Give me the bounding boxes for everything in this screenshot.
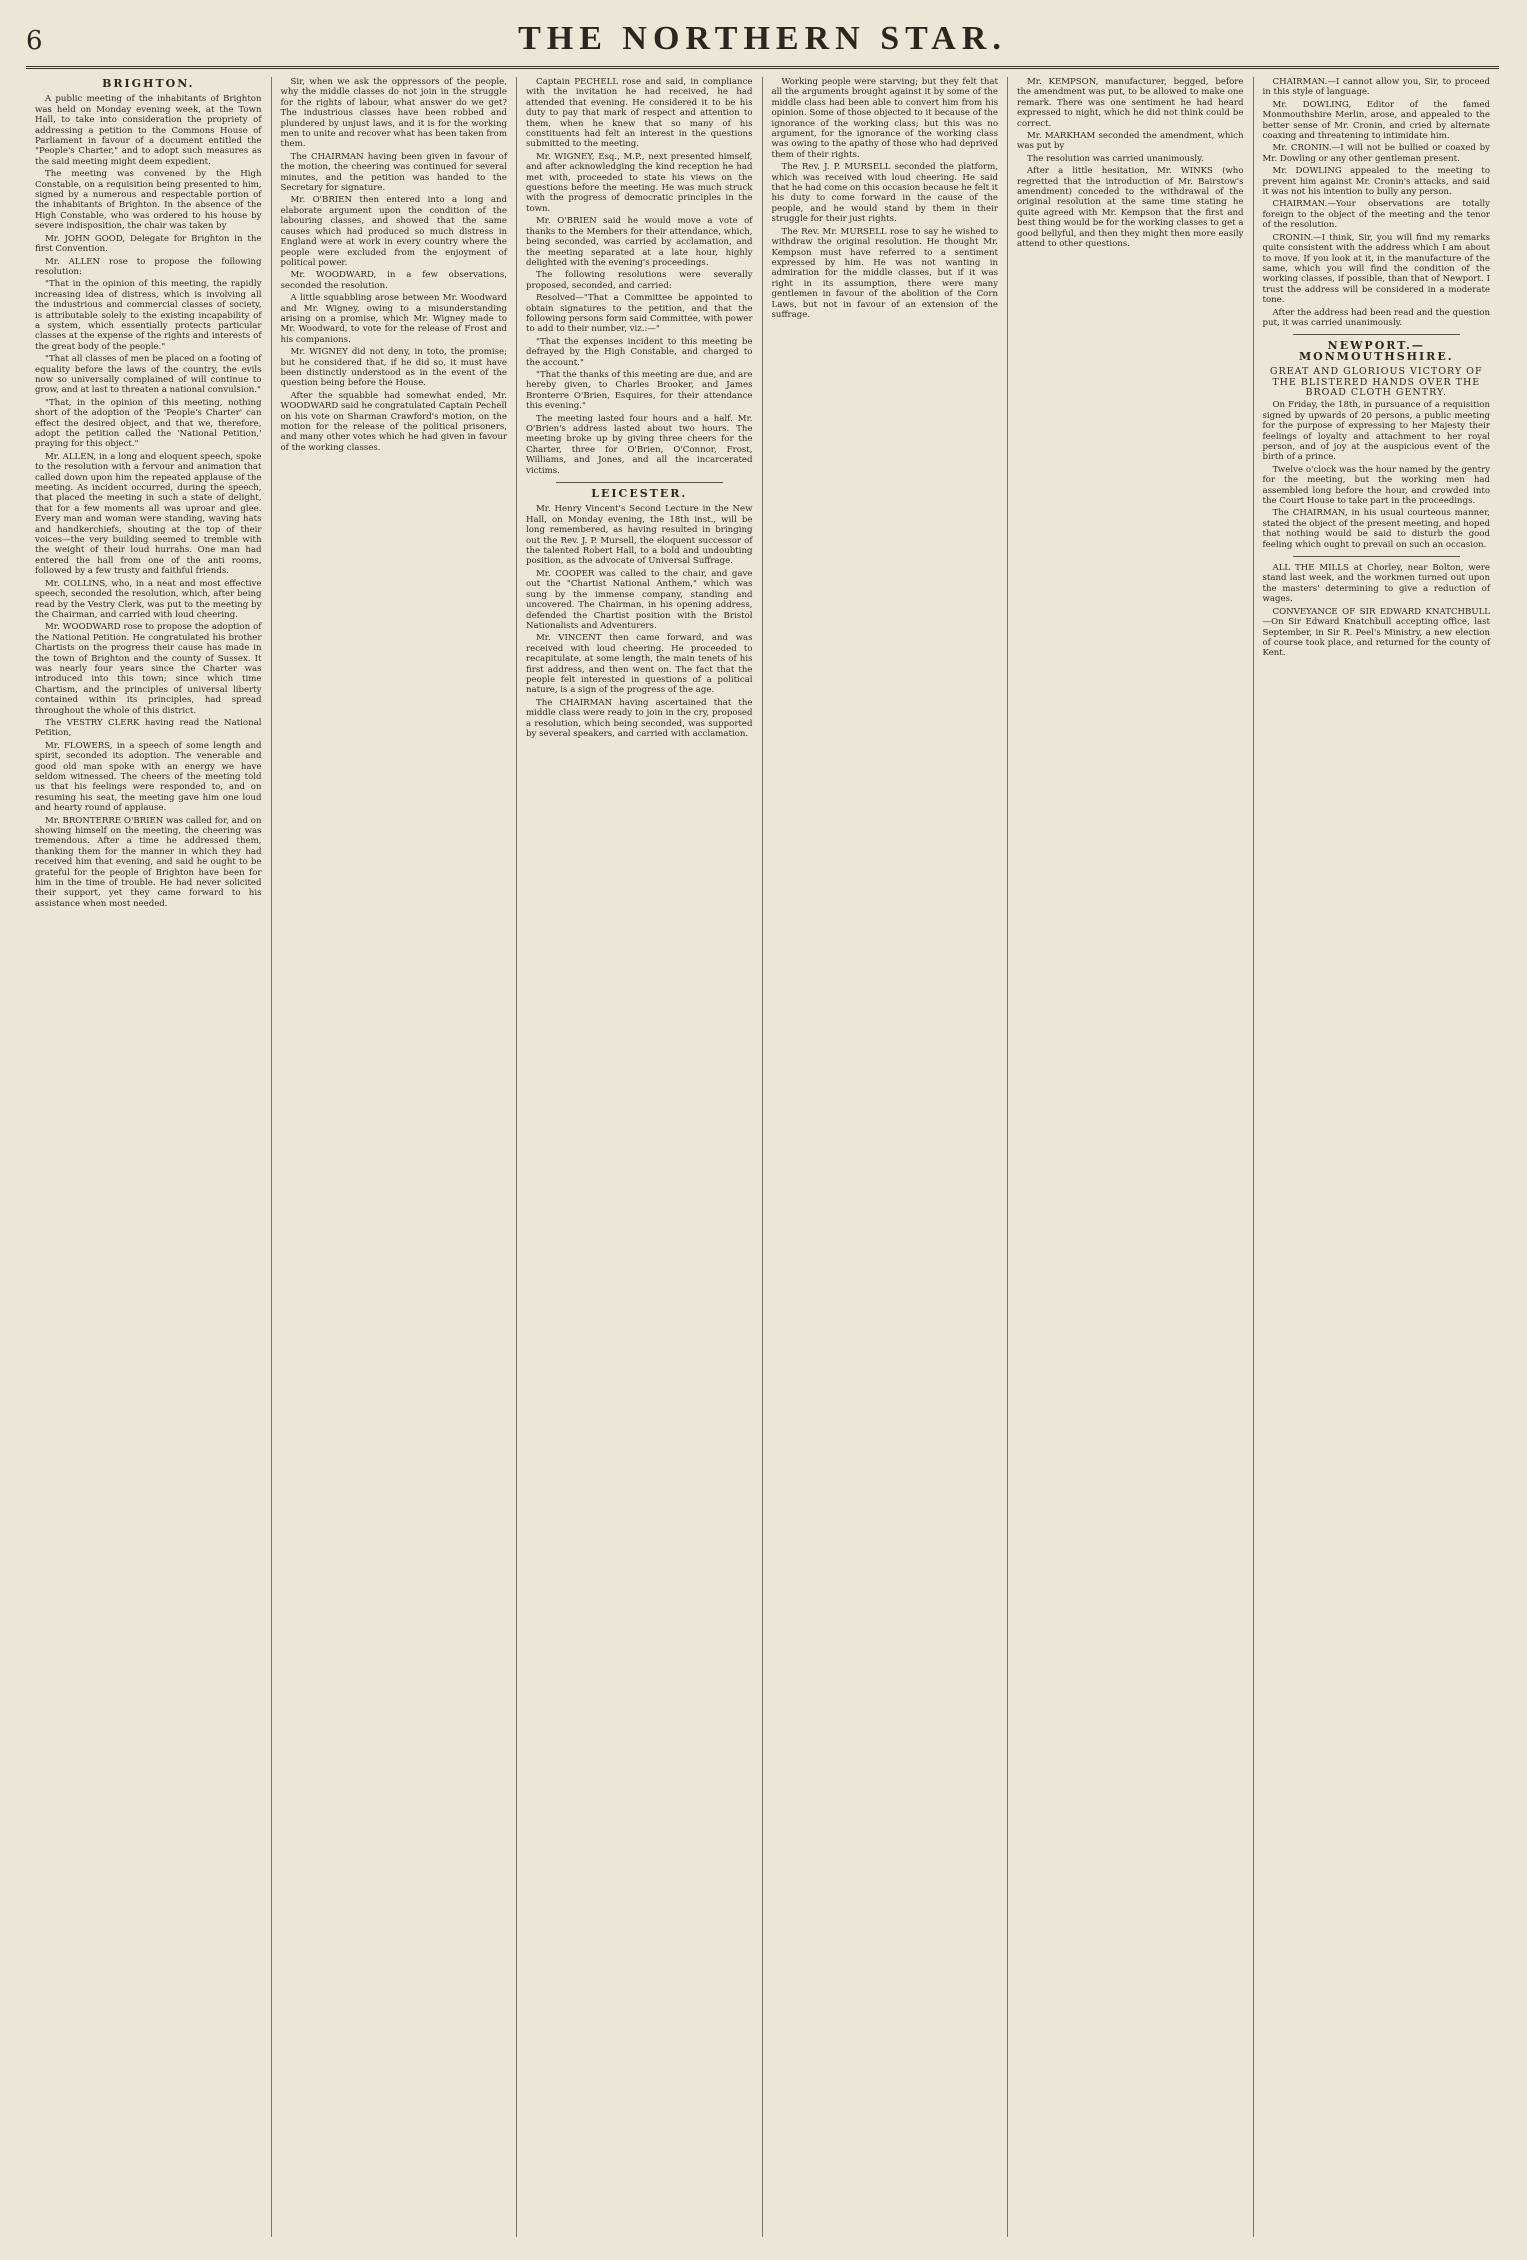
column-4 bbox=[763, 77, 1009, 2237]
column-6 bbox=[1254, 77, 1500, 2237]
column-3 bbox=[517, 77, 763, 2237]
article-paragraph: After the squabble had somewhat ended, Mr. WOODWARD said he congratulated Captain Pechell on his vote on Sharman Crawford's motion, on the motion for the release of the political prisoners, and many other votes which he had given in favour of the working classes. bbox=[280, 390, 507, 453]
article-paragraph: Resolved—"That a Committee be appointed to obtain signatures to the petition, and that the following persons form said Committee, with power to add to their number, viz.:—" bbox=[526, 293, 753, 335]
article-paragraph: The Rev. Mr. MURSELL rose to say he wished to withdraw the original resolution. He thought Mr. Kempson must have referred to a sentiment expressed by him. He was not wanting in admiration for the middle classes, but if it was right in its assumption, there were many gentlemen in favour of the abolition of the Corn Laws, but not in favour of an extension of the suffrage. bbox=[771, 226, 998, 320]
column-2 bbox=[272, 77, 518, 2237]
columns bbox=[26, 77, 1499, 2237]
article-paragraph: "That in the opinion of this meeting, the rapidly increasing idea of distress, which is involving all the industrious and commercial classes of society, is attributable solely to the existing incapability of a system, which essentially protects particular classes at the expense of the rights and interests of the great body of the people." bbox=[35, 279, 262, 352]
section-subheading-newport: GREAT AND GLORIOUS VICTORY OF THE BLISTERED HANDS OVER THE BROAD CLOTH GENTRY. bbox=[1269, 366, 1483, 398]
article-paragraph: Sir, when we ask the oppressors of the people, why the middle classes do not join in the struggle for the rights of labour, what answer do we get? The industrious classes have been robbed and plundered by unjust laws, and it is for the working men to unite and recover what has been taken from them. bbox=[280, 77, 507, 150]
article-paragraph: The meeting lasted four hours and a half. Mr. O'Brien's address lasted about two hours. The meeting broke up by giving three cheers for the Charter, three for O'Brien, O'Connor, Frost, Williams, and Jones, and all the incarcerated victims. bbox=[526, 413, 753, 476]
article-paragraph: After a little hesitation, Mr. WINKS (who regretted that the introduction of Mr. Bairstow's amendment) conceded to the withdrawal of the original resolution at the same time stating he quite agreed with Mr. Kempson that the first and best thing would be for the working classes to get a good bellyful, and then they might then more easily attend to other questions. bbox=[1017, 166, 1244, 250]
article-paragraph: Mr. JOHN GOOD, Delegate for Brighton in the first Convention. bbox=[35, 233, 262, 255]
article-paragraph: CHAIRMAN.—Your observations are totally foreign to the object of the meeting and the tenor of the resolution. bbox=[1262, 199, 1490, 231]
article-paragraph: Mr. ALLEN, in a long and eloquent speech, spoke to the resolution with a fervour and animation that called down upon him the repeated applause of the meeting. As incident occurred, during the speech, that placed the meeting in such a state of delight, that for a few moments all was uproar and glee. Every man and woman were standing, waving hats and handkerchiefs, shouting at the top of their voices—the very building seemed to tremble with the weight of their loud hurrahs. One man had entered the hall from one of the anti rooms, followed by a few trusty and faithful friends. bbox=[35, 451, 262, 577]
article-paragraph: Mr. DOWLING, Editor of the famed Monmouthshire Merlin, arose, and appealed to the better sense of Mr. Cronin, and cried by alternate coaxing and threatening to intimidate him. bbox=[1262, 99, 1490, 142]
section-heading-newport: NEWPORT.—MONMOUTHSHIRE. bbox=[1298, 339, 1454, 363]
article-paragraph: "That all classes of men be placed on a footing of equality before the laws of the country, the evils now so universally complained of will continue to grow, and at last to threaten a national convulsion." bbox=[35, 354, 262, 396]
article-paragraph: Mr. FLOWERS, in a speech of some length and spirit, seconded its adoption. The venerable and good old man spoke with an energy we have seldom witnessed. The cheers of the meeting told us that his feelings were responded to, and on resuming his seat, the meeting gave him one loud and hearty round of applause. bbox=[35, 740, 262, 814]
news-notice: CONVEYANCE OF SIR EDWARD KNATCHBULL—On Sir Edward Knatchbull accepting office, last September, in Sir R. Peel's Ministry, a new election of course took place, and returned for the county of Kent. bbox=[1262, 606, 1490, 659]
article-paragraph: Captain PECHELL rose and said, in compliance with the invitation he had received, he had attended that evening. He considered it to be his duty to pay that mark of respect and attention to them, when he knew that so many of his constituents had felt an interest in the questions submitted to the meeting. bbox=[526, 77, 753, 150]
article-paragraph: Mr. O'BRIEN then entered into a long and elaborate argument upon the condition of the labouring classes, and showed that the same causes which had produced so much distress in England were at work in every country where the people were excluded from the enjoyment of political power. bbox=[280, 195, 507, 268]
article-paragraph: Mr. KEMPSON, manufacturer, begged, before the amendment was put, to be allowed to make one remark. There was one sentiment he had heard expressed to night, which he did not think could be correct. bbox=[1017, 77, 1244, 129]
masthead bbox=[26, 20, 1499, 69]
page-number: 6 bbox=[26, 26, 43, 56]
article-paragraph: The Rev. J. P. MURSELL seconded the platform, which was received with loud cheering. He said that he had come on this occasion because he felt it his duty to come forward in the cause of the people, and he would stand by them in their struggle for their just rights. bbox=[771, 162, 998, 225]
article-paragraph: The CHAIRMAN having been given in favour of the motion, the cheering was continued for several minutes, and the petition was handed to the Secretary for signature. bbox=[280, 151, 507, 194]
news-notice: ALL THE MILLS at Chorley, near Bolton, were stand last week, and the workmen turned out upon the masters' determining to give a reduction of wages. bbox=[1262, 563, 1490, 605]
article-paragraph: A little squabbling arose between Mr. Woodward and Mr. Wigney, owing to a misunderstanding arising on a promise, which Mr. Wigney made to Mr. Woodward, to vote for the release of Frost and his companions. bbox=[280, 293, 507, 345]
newspaper-title: THE NORTHERN STAR. bbox=[518, 20, 1007, 57]
article-paragraph: After the address had been read and the question put, it was carried unanimously. bbox=[1262, 307, 1490, 328]
column-1 bbox=[26, 77, 272, 2237]
article-paragraph: "That the expenses incident to this meeting be defrayed by the High Constable, and charged to the account." bbox=[526, 336, 753, 368]
article-paragraph: Mr. BRONTERRE O'BRIEN was called for, and on showing himself on the meeting, the cheering was tremendous. After a time he addressed them, thanking them for the manner in which they had received him that evening, and said he ought to be grateful for the people of Brighton have been for him in the time of trouble. He had never solicited their support, yet they came forward to his assistance when most needed. bbox=[35, 815, 262, 909]
article-paragraph: The resolution was carried unanimously. bbox=[1027, 153, 1204, 164]
article-paragraph: The CHAIRMAN, in his usual courteous manner, stated the object of the present meeting, and hoped that nothing would be said to disturb the good feeling which ought to prevail on such an occasion. bbox=[1262, 508, 1490, 550]
article-paragraph: Mr. ALLEN rose to propose the following resolution: bbox=[35, 256, 262, 277]
article-paragraph: Mr. WIGNEY did not deny, in toto, the promise; but he considered that, if he did so, it must have been distinctly understood as in the event of the question being before the House. bbox=[280, 347, 507, 389]
article-paragraph: Mr. WOODWARD, in a few observations, seconded the resolution. bbox=[280, 270, 507, 291]
section-divider bbox=[556, 482, 723, 483]
article-paragraph: Twelve o'clock was the hour named by the gentry for the meeting, but the working men had assembled long before the hour, and crowded into the Court House to take part in the proceedings. bbox=[1262, 464, 1490, 507]
article-paragraph: The CHAIRMAN having ascertained that the middle class were ready to join in the cry, proposed a resolution, which being seconded, was supported by several speakers, and carried with acclamation. bbox=[526, 697, 753, 739]
article-paragraph: Mr. O'BRIEN said he would move a vote of thanks to the Members for their attendance, which, being seconded, was carried by acclamation, and the meeting separated at a late hour, highly delighted with the evening's proceedings. bbox=[526, 216, 753, 268]
article-paragraph: Mr. MARKHAM seconded the amendment, which was put by bbox=[1017, 131, 1244, 152]
article-paragraph: Mr. COOPER was called to the chair, and gave out the "Chartist National Anthem," which was sung by the immense company, standing and uncovered. The Chairman, in his opening address, defended the Chartist position with the Bristol Nationalists and Adventurers. bbox=[526, 568, 753, 631]
article-paragraph: Mr. Henry Vincent's Second Lecture in the New Hall, on Monday evening, the 18th inst., will be long remembered, as having resulted in bringing out the Rev. J. P. Mursell, the eloquent successor of the talented Robert Hall, to a bold and undoubting position, as the advocate of Universal Suffrage. bbox=[526, 504, 753, 567]
article-paragraph: Working people were starving; but they felt that all the arguments brought against it by some of the middle class had been able to convert him from his opinion. Some of those objected to it because of the ignorance of the working class; but this was no argument, for the ignorance of the working class was owing to the apathy of those who had deprived them of their rights. bbox=[771, 77, 998, 160]
article-paragraph: "That the thanks of this meeting are due, and are hereby given, to Charles Brooker, and James Bronterre O'Brien, Esquires, for their attendance this evening." bbox=[526, 369, 753, 412]
article-paragraph: Mr. COLLINS, who, in a neat and most effective speech, seconded the resolution, which, after being read by the Vestry Clerk, was put to the meeting by the Chairman, and carried with loud cheering. bbox=[35, 578, 262, 620]
article-paragraph: The meeting was convened by the High Constable, on a requisition being presented to him, signed by a numerous and respectable portion of the inhabitants of Brighton. In the absence of the High Constable, who was ordered to his house by severe indisposition, the chair was taken by bbox=[35, 169, 262, 232]
column-5 bbox=[1008, 77, 1254, 2237]
article-paragraph: CHAIRMAN.—I cannot allow you, Sir, to proceed in this style of language. bbox=[1262, 77, 1490, 98]
section-heading-brighton: BRIGHTON. bbox=[102, 77, 195, 90]
section-divider bbox=[1293, 334, 1461, 335]
article-paragraph: The following resolutions were severally proposed, seconded, and carried: bbox=[526, 270, 753, 291]
article-paragraph: On Friday, the 18th, in pursuance of a requisition signed by upwards of 20 persons, a public meeting for the purpose of expressing to her Majesty their feelings of loyalty and attachment to her royal person, and of joy at the auspicious event of the birth of a prince. bbox=[1262, 400, 1490, 463]
article-paragraph: Mr. WOODWARD rose to propose the adoption of the National Petition. He congratulated his brother Chartists on the progress their cause has made in the town of Brighton and the county of Sussex. It was nearly four years since the Charter was introduced into this town; since which time Chartism, and the principles of universal liberty contained within its principles, had spread throughout the whole of this district. bbox=[35, 622, 262, 716]
section-heading-leicester: LEICESTER. bbox=[591, 487, 688, 501]
article-paragraph: CRONIN.—I think, Sir, you will find my remarks quite consistent with the address which I am about to move. If you look at it, in the manufacture of the same, which you will find the condition of the working classes, if possible, than that of Newport. I trust the address will be considered in a moderate tone. bbox=[1262, 232, 1490, 306]
article-paragraph: A public meeting of the inhabitants of Brighton was held on Monday evening week, at the Town Hall, to take into consideration the propriety of addressing a petition to the Commons House of Parliament in favour of a document entitled the "People's Charter," and to adopt such measures as the said meeting might deem expedient. bbox=[35, 94, 262, 167]
article-paragraph: The VESTRY CLERK having read the National Petition, bbox=[35, 717, 262, 739]
section-divider bbox=[1293, 556, 1461, 557]
article-paragraph: Mr. WIGNEY, Esq., M.P., next presented himself, and after acknowledging the kind reception he had met with, proceeded to state his views on the questions before the meeting. He was much struck with the progress of democratic principles in the town. bbox=[526, 151, 753, 214]
article-paragraph: Mr. VINCENT then came forward, and was received with loud cheering. He proceeded to recapitulate, at some length, the main tenets of his first address, and then went on. The fact that the people felt interested in questions of a political nature, is a sign of the progress of the age. bbox=[526, 633, 753, 696]
article-paragraph: "That, in the opinion of this meeting, nothing short of the adoption of the 'People's Charter' can effect the desired object, and that we, therefore, adopt the petition called the 'National Petition,' praying for this object." bbox=[35, 397, 262, 450]
article-paragraph: Mr. DOWLING appealed to the meeting to prevent him against Mr. Cronin's attacks, and said it was not his intention to bully any person. bbox=[1262, 166, 1490, 198]
article-paragraph: Mr. CRONIN.—I will not be bullied or coaxed by Mr. Dowling or any other gentleman present. bbox=[1262, 143, 1490, 164]
